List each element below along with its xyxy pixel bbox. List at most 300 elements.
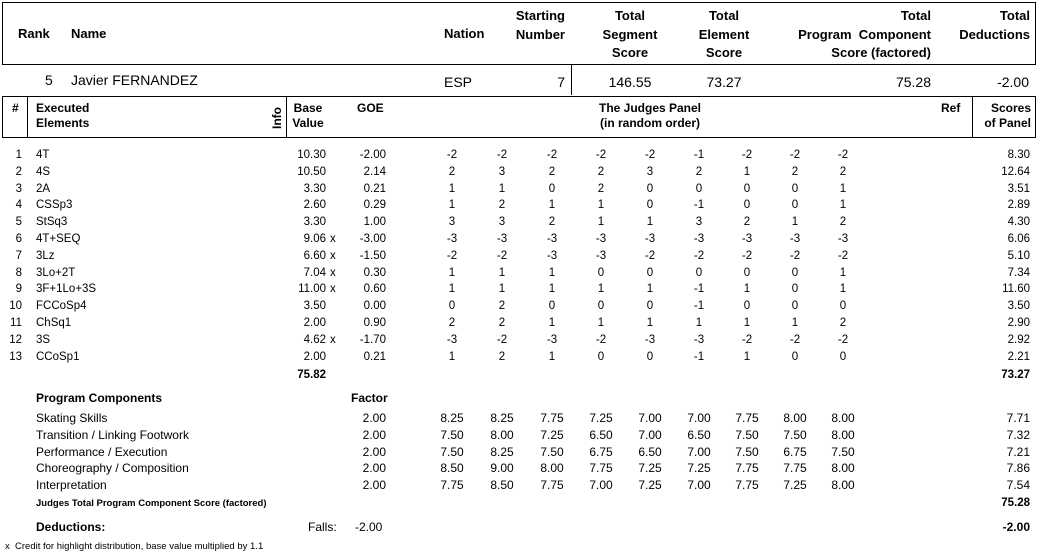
element-base-value: 3.50 [303,300,326,313]
judge-score: 0 [743,182,751,195]
judge-score: 1 [498,182,506,195]
pcs-header [770,7,931,63]
element-name: 4T [36,149,50,161]
component-judge-score: 7.00 [638,411,662,425]
element-base-value: 2.00 [303,350,326,363]
judge-score: 1 [548,350,556,363]
tss-header-line: Segment [602,26,658,42]
judge-score: 1 [498,266,506,279]
component-judge-score: 6.75 [783,444,807,459]
judge-score: -3 [446,233,458,245]
component-judge-score: 8.50 [490,478,514,493]
judge-score: -3 [546,249,558,262]
components-total-label: Judges Total Program Component Score (factored) [36,498,267,509]
deductions-total: -2.00 [1002,520,1030,534]
element-number: 13 [9,350,22,363]
judge-score: 2 [839,165,847,178]
component-panel-score: 7.86 [1006,461,1030,476]
element-number: 3 [15,182,22,195]
component-judge-score: 7.75 [440,478,464,493]
starting-number-header [490,7,565,44]
judge-score: -2 [789,333,801,346]
component-judge-score: 7.75 [540,411,564,425]
judge-score: 1 [597,317,605,329]
judge-score: -3 [741,233,753,245]
judge-score: 0 [791,266,799,279]
judge-score: 1 [448,182,456,195]
element-name: CCoSp1 [36,350,80,363]
component-name: Choreography / Composition [36,461,189,476]
component-panel-score: 7.71 [1006,411,1030,425]
factor-header: Factor [351,391,388,405]
skater-name: Javier FERNANDEZ [71,72,198,88]
element-panel-score: 5.10 [1007,249,1030,262]
element-panel-score: 8.30 [1007,149,1030,161]
judge-score: 0 [743,300,751,313]
judge-score: 1 [839,266,847,279]
component-factor: 2.00 [362,411,386,425]
judge-score: -3 [496,233,508,245]
component-name: Transition / Linking Footwork [36,427,189,442]
element-name: 4T+SEQ [36,233,81,245]
judge-score: -1 [693,350,705,363]
component-judge-score: 7.00 [687,478,711,493]
judge-score: -2 [496,249,508,262]
element-name: ChSq1 [36,317,72,329]
judge-score: -2 [837,149,849,161]
judge-score: 2 [695,165,703,178]
element-goe: 0.30 [363,266,386,279]
component-judge-score: 7.00 [589,478,613,493]
component-judge-score: 8.00 [831,478,855,493]
component-judge-score: 7.75 [735,411,759,425]
element-base-value: 2.60 [303,199,326,212]
info-header: Info [270,107,284,129]
judge-score: -2 [644,249,656,262]
component-judge-score: 7.25 [540,427,564,442]
component-factor: 2.00 [362,444,386,459]
component-judge-score: 7.25 [687,461,711,476]
starting-number-header-line: Number [515,26,565,42]
judge-score: -2 [595,149,607,161]
judge-score: 2 [448,165,456,178]
judge-score: 0 [448,300,456,313]
element-highlight-mark: x [330,266,336,279]
pcs-header-line: Total [900,8,931,23]
executed-elements-header [36,101,89,131]
judge-score: -3 [644,233,656,245]
element-base-value: 9.06 [303,233,326,245]
judge-score: -3 [546,233,558,245]
judge-score: 3 [498,216,506,229]
judge-score: 2 [839,216,847,229]
element-panel-score: 11.60 [1002,283,1030,296]
judge-score: 2 [597,165,605,178]
element-name: 3F+1Lo+3S [36,283,97,296]
scores-of-panel-header [975,101,1031,131]
skater-tss: 146.55 [608,74,652,90]
judge-score: 0 [743,199,751,212]
element-name: 4S [36,165,51,178]
element-goe: 0.29 [363,199,386,212]
component-factor: 2.00 [362,461,386,476]
element-panel-score: 12.64 [1001,165,1030,178]
judge-score: 0 [695,266,703,279]
component-judge-score: 8.00 [490,427,514,442]
judge-score: 0 [646,300,654,313]
element-number: 4 [15,199,22,212]
judge-score: 1 [548,317,556,329]
judge-score: 0 [791,350,799,363]
component-judge-score: 7.25 [783,478,807,493]
component-judge-score: 7.50 [735,444,759,459]
skater-starting-number: 7 [557,74,565,90]
component-judge-score: 7.50 [735,427,759,442]
component-judge-score: 7.75 [783,461,807,476]
judge-score: -2 [789,249,801,262]
element-name: 3Lz [36,249,55,262]
judge-score: 2 [791,165,799,178]
component-name: Performance / Execution [36,444,168,459]
element-goe: 0.21 [363,350,386,363]
element-goe: -3.00 [359,233,386,245]
component-judge-score: 7.25 [589,411,613,425]
judge-score: -2 [446,249,458,262]
element-name: CSSp3 [36,199,73,212]
judge-score: 0 [548,182,556,195]
element-panel-score: 4.30 [1007,216,1030,229]
judge-score: -2 [595,333,607,346]
component-judge-score: 7.00 [638,427,662,442]
element-name: 3Lo+2T [36,266,76,279]
component-judge-score: 6.50 [589,427,613,442]
component-judge-score: 7.50 [440,427,464,442]
base-value-header-line: Value [292,116,324,130]
skater-deductions: -2.00 [997,74,1029,90]
element-base-value: 11.00 [298,283,326,296]
judge-score: 0 [548,300,556,313]
element-goe: 0.60 [363,283,386,296]
tes-header-line: Total [708,8,740,23]
element-panel-score: 2.21 [1007,350,1030,363]
component-judge-score: 8.00 [783,411,807,425]
element-panel-score: 6.06 [1007,233,1030,245]
judge-score: 1 [646,283,654,296]
tss-header-line: Score [611,45,649,60]
component-judge-score: 8.50 [440,461,464,476]
element-name: 2A [36,182,51,195]
judge-score: -1 [693,283,705,296]
element-number: 1 [15,149,22,161]
skater-pcs: 75.28 [895,74,931,90]
judge-score: -3 [446,333,458,346]
judge-score: 0 [791,199,799,212]
judges-panel-header [560,101,740,131]
judge-score: 2 [548,216,556,229]
falls-value: -2.00 [355,520,383,534]
component-judge-score: 6.50 [687,427,711,442]
judge-score: -3 [789,233,801,245]
judge-score: 1 [839,283,847,296]
judge-score: 1 [743,165,751,178]
judge-score: -2 [741,149,753,161]
judge-score: 3 [498,165,506,178]
component-judge-score: 8.00 [831,411,855,425]
skater-rank: 5 [45,72,53,88]
component-panel-score: 7.32 [1006,427,1030,442]
footnote: x Credit for highlight distribution, base value multiplied by 1.1 [5,541,264,552]
judge-score: 0 [597,300,605,313]
judge-score: -3 [837,233,849,245]
component-judge-score: 7.25 [638,461,662,476]
judge-score: -2 [693,249,705,262]
judge-score: 1 [743,283,751,296]
program-components-header: Program Components [36,391,163,405]
scores-of-panel-header-line: Scores [990,101,1031,115]
ref-header: Ref [941,101,961,115]
judge-score: 0 [695,182,703,195]
element-highlight-mark: x [330,283,336,296]
element-base-value: 7.04 [303,266,326,279]
component-judge-score: 8.00 [831,427,855,442]
element-goe: -1.70 [359,333,386,346]
component-judge-score: 7.75 [735,478,759,493]
judge-score: -3 [595,233,607,245]
judge-score: -2 [741,249,753,262]
component-judge-score: 9.00 [490,461,514,476]
elements-score-total: 73.27 [1001,369,1030,381]
judges-panel-header-line: The Judges Panel [598,101,702,115]
element-number: 8 [15,266,22,279]
element-base-value: 6.60 [303,249,326,262]
element-panel-score: 3.50 [1007,300,1030,313]
judge-score: -3 [546,333,558,346]
judge-score: 0 [743,266,751,279]
base-value-header-line: Base [293,101,323,115]
tes-header [684,7,764,63]
element-number: 5 [15,216,22,229]
element-number: 9 [15,283,22,296]
elements-base-total: 75.82 [297,369,326,381]
element-highlight-mark: x [330,333,336,346]
judge-score: 0 [646,182,654,195]
component-judge-score: 7.00 [687,444,711,459]
component-judge-score: 8.00 [540,461,564,476]
element-base-value: 2.00 [303,317,326,329]
judge-score: -2 [446,149,458,161]
element-panel-score: 3.51 [1007,182,1030,195]
base-value-header [290,101,326,131]
component-name: Skating Skills [36,411,108,425]
pcs-header-line: Score (factored) [831,45,931,60]
element-goe: 2.14 [363,165,386,178]
judge-score: -2 [837,249,849,262]
component-judge-score: 8.25 [440,411,464,425]
judge-score: 1 [448,266,456,279]
judge-score: 0 [646,266,654,279]
component-judge-score: 7.00 [687,411,711,425]
judge-score: 2 [839,317,847,329]
component-judge-score: 8.25 [490,411,514,425]
element-goe: 0.90 [363,317,386,329]
component-judge-score: 7.25 [638,478,662,493]
judge-score: -2 [741,333,753,346]
component-judge-score: 8.25 [490,444,514,459]
summary-divider [571,65,572,95]
element-base-value: 4.62 [303,333,326,346]
judge-score: 3 [646,165,654,178]
deductions-label: Deductions: [36,520,106,534]
judge-score: 1 [548,266,556,279]
element-panel-score: 2.92 [1007,333,1030,346]
judge-score: 1 [548,283,556,296]
judge-score: 2 [448,317,456,329]
component-judge-score: 7.50 [831,444,855,459]
judge-score: 2 [597,182,605,195]
component-judge-score: 6.50 [638,444,662,459]
scores-of-panel-header-line: of Panel [984,116,1031,130]
judge-score: -1 [693,300,705,313]
judges-panel-header-line: (in random order) [599,116,700,130]
judge-score: -2 [837,333,849,346]
component-judge-score: 7.75 [735,461,759,476]
component-judge-score: 7.75 [540,478,564,493]
component-panel-score: 7.54 [1006,478,1030,493]
elements-header-divider [286,96,287,138]
judge-score: 1 [448,199,456,212]
judge-score: 2 [498,199,506,212]
judge-score: -2 [644,149,656,161]
component-factor: 2.00 [362,478,386,493]
judge-score: -2 [789,149,801,161]
element-goe: -1.50 [359,249,386,262]
element-goe: 1.00 [363,216,386,229]
element-panel-score: 2.89 [1007,199,1030,212]
judge-score: 1 [646,216,654,229]
element-number: 11 [10,317,22,329]
judge-score: -1 [693,199,705,212]
falls-label: Falls: [308,520,337,534]
element-highlight-mark: x [330,233,336,245]
element-base-value: 3.30 [303,216,326,229]
element-name: FCCoSp4 [36,300,87,313]
element-base-value: 3.30 [303,182,326,195]
judge-score: 0 [597,266,605,279]
element-goe: 0.00 [363,300,386,313]
tss-header-line: Total [614,8,646,23]
goe-header: GOE [357,101,384,115]
judge-score: 1 [839,182,847,195]
judge-score: 1 [548,199,556,212]
element-number: 6 [15,233,22,245]
judge-score: 2 [743,216,751,229]
judge-score: -2 [496,333,508,346]
element-number: 12 [9,333,22,346]
element-number: 2 [15,165,22,178]
deductions-header-line: Total [999,8,1030,23]
judge-score: -3 [644,333,656,346]
tss-header [590,7,670,63]
element-base-value: 10.30 [297,149,326,161]
judge-score: 0 [791,300,799,313]
element-panel-score: 2.90 [1007,317,1030,329]
executed-elements-header-line: Elements [36,116,90,130]
judge-score: 1 [597,216,605,229]
judge-score: 3 [695,216,703,229]
judge-score: 1 [791,317,799,329]
element-number-header: # [12,101,19,115]
component-judge-score: 7.50 [540,444,564,459]
judge-score: 1 [743,317,751,329]
element-name: StSq3 [36,216,68,229]
pcs-header-line: Program Component [798,26,931,42]
judge-score: 0 [839,300,847,313]
judge-score: -3 [693,333,705,346]
element-goe: -2.00 [359,149,386,161]
judge-score: 0 [646,350,654,363]
judge-score: -2 [546,149,558,161]
judge-score: -3 [595,249,607,262]
skater-tes: 73.27 [706,74,742,90]
element-goe: 0.21 [363,182,386,195]
judge-score: 0 [597,350,605,363]
judge-score: 0 [646,199,654,212]
components-total-score: 75.28 [1001,497,1030,509]
component-factor: 2.00 [362,427,386,442]
name-header: Name [71,26,107,41]
judge-score: 2 [548,165,556,178]
tes-header-line: Element [698,26,750,42]
judge-score: 2 [498,350,506,363]
component-judge-score: 6.75 [589,444,613,459]
elements-header-divider [972,96,973,138]
component-judge-score: 7.50 [783,427,807,442]
element-number: 10 [9,300,22,313]
judge-score: 1 [839,199,847,212]
judge-score: 1 [791,216,799,229]
element-base-value: 10.50 [297,165,326,178]
judge-score: 1 [448,283,456,296]
judge-score: 2 [498,317,506,329]
elements-header-box [2,96,1036,138]
tes-header-line: Score [705,45,743,60]
component-judge-score: 7.50 [440,444,464,459]
judge-score: 0 [839,350,847,363]
judge-score: 1 [695,317,703,329]
deductions-header [940,7,1030,44]
judge-score: 2 [498,300,506,313]
judge-score: 1 [646,317,654,329]
component-judge-score: 7.75 [589,461,613,476]
element-name: 3S [36,333,51,346]
skater-nation: ESP [444,74,473,90]
element-panel-score: 7.34 [1007,266,1030,279]
component-panel-score: 7.21 [1006,444,1030,459]
judge-score: 3 [448,216,456,229]
rank-header: Rank [18,26,50,41]
judge-score: 1 [743,350,751,363]
judge-score: 1 [498,283,506,296]
deductions-header-line: Deductions [959,26,1030,42]
judge-score: 0 [791,283,799,296]
component-name: Interpretation [36,478,107,493]
judge-score: -3 [693,233,705,245]
judge-score: -2 [496,149,508,161]
executed-elements-header-line: Executed [36,101,90,115]
component-judge-score: 8.00 [831,461,855,476]
judge-score: 1 [448,350,456,363]
nation-header: Nation [444,26,485,41]
